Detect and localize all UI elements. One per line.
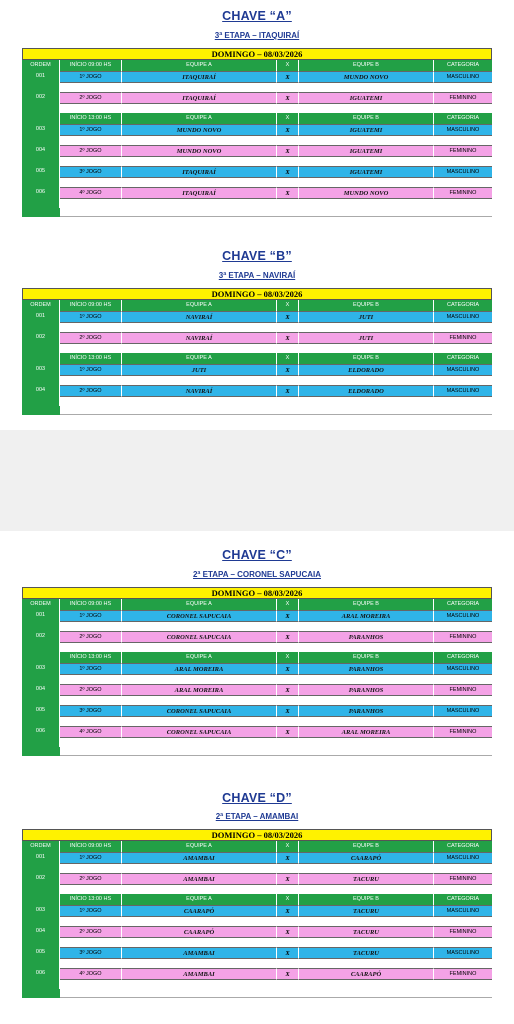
- col-equipe-a: EQUIPE A: [122, 894, 277, 905]
- team-b-cell: PARANHOS: [299, 705, 434, 717]
- col-equipe-a: EQUIPE A: [122, 353, 277, 364]
- col-equipe-a: EQUIPE A: [122, 60, 277, 71]
- ordem-cell: 003: [22, 124, 60, 145]
- table-row: [22, 166, 492, 187]
- team-b-cell: PARANHOS: [299, 684, 434, 696]
- team-a-cell: AMAMBAI: [122, 852, 277, 864]
- team-b-cell: TACURU: [299, 905, 434, 917]
- jogo-cell: 2º JOGO: [60, 145, 122, 157]
- ordem-cell: 004: [22, 385, 60, 406]
- team-b-cell: IGUATEMI: [299, 166, 434, 178]
- ordem-cell: 005: [22, 166, 60, 187]
- col-equipe-b: EQUIPE B: [299, 599, 434, 610]
- chave-c-title: CHAVE “C”: [222, 548, 292, 562]
- team-b-cell: PARANHOS: [299, 631, 434, 643]
- versus-cell: X: [277, 968, 299, 980]
- team-a-cell: CAARAPÓ: [122, 905, 277, 917]
- col-x: X: [277, 841, 299, 852]
- versus-cell: X: [277, 187, 299, 199]
- ordem-cell: 004: [22, 926, 60, 947]
- category-cell: MASCULINO: [434, 610, 492, 622]
- ordem-cell: 003: [22, 663, 60, 684]
- team-a-cell: JUTI: [122, 364, 277, 376]
- team-b-cell: IGUATEMI: [299, 145, 434, 157]
- versus-cell: X: [277, 684, 299, 696]
- team-a-cell: ARAL MOREIRA: [122, 663, 277, 675]
- jogo-cell: 2º JOGO: [60, 385, 122, 397]
- col-x: X: [277, 599, 299, 610]
- table-footer: [22, 747, 492, 756]
- team-b-cell: CAARAPÓ: [299, 852, 434, 864]
- table-header: [22, 841, 492, 852]
- col-equipe-b: EQUIPE B: [299, 652, 434, 663]
- col-ordem: [22, 652, 60, 663]
- jogo-cell: 1º JOGO: [60, 364, 122, 376]
- table-row: [22, 684, 492, 705]
- chave-a-etapa: 3ª ETAPA – ITAQUIRAÍ: [214, 31, 300, 40]
- team-a-cell: CORONEL SAPUCAIA: [122, 631, 277, 643]
- versus-cell: X: [277, 385, 299, 397]
- col-ordem: ORDEM: [22, 300, 60, 311]
- col-categoria: CATEGORIA: [434, 599, 492, 610]
- table-header: [22, 652, 492, 663]
- category-cell: FEMININO: [434, 92, 492, 104]
- category-cell: FEMININO: [434, 684, 492, 696]
- col-inicio: INÍCIO 13:00 HS: [60, 113, 122, 124]
- jogo-cell: 1º JOGO: [60, 663, 122, 675]
- table-header: [22, 60, 492, 71]
- ordem-cell: 002: [22, 873, 60, 894]
- versus-cell: X: [277, 873, 299, 885]
- team-b-cell: JUTI: [299, 332, 434, 344]
- col-inicio: INÍCIO 13:00 HS: [60, 894, 122, 905]
- versus-cell: X: [277, 124, 299, 136]
- col-categoria: CATEGORIA: [434, 353, 492, 364]
- versus-cell: X: [277, 145, 299, 157]
- team-a-cell: CAARAPÓ: [122, 926, 277, 938]
- versus-cell: X: [277, 364, 299, 376]
- col-categoria: CATEGORIA: [434, 652, 492, 663]
- category-cell: MASCULINO: [434, 663, 492, 675]
- table-row: [22, 610, 492, 631]
- chave-d-title: CHAVE “D”: [222, 791, 292, 805]
- team-b-cell: TACURU: [299, 947, 434, 959]
- table-header: [22, 894, 492, 905]
- jogo-cell: 4º JOGO: [60, 187, 122, 199]
- jogo-cell: 3º JOGO: [60, 705, 122, 717]
- team-b-cell: ARAL MOREIRA: [299, 726, 434, 738]
- team-a-cell: CORONEL SAPUCAIA: [122, 610, 277, 622]
- table-row: [22, 705, 492, 726]
- col-equipe-b: EQUIPE B: [299, 353, 434, 364]
- ordem-cell: 005: [22, 947, 60, 968]
- category-cell: MASCULINO: [434, 166, 492, 178]
- col-equipe-b: EQUIPE B: [299, 841, 434, 852]
- col-x: X: [277, 353, 299, 364]
- col-equipe-a: EQUIPE A: [122, 652, 277, 663]
- team-a-cell: MUNDO NOVO: [122, 124, 277, 136]
- ordem-cell: 001: [22, 610, 60, 631]
- chave-d-table: [22, 829, 492, 998]
- team-a-cell: CORONEL SAPUCAIA: [122, 726, 277, 738]
- col-equipe-a: EQUIPE A: [122, 841, 277, 852]
- versus-cell: X: [277, 332, 299, 344]
- category-cell: FEMININO: [434, 145, 492, 157]
- category-cell: MASCULINO: [434, 311, 492, 323]
- team-a-cell: ITAQUIRAÍ: [122, 71, 277, 83]
- jogo-cell: 2º JOGO: [60, 684, 122, 696]
- table-footer: [22, 208, 492, 217]
- table-row: [22, 124, 492, 145]
- col-categoria: CATEGORIA: [434, 841, 492, 852]
- jogo-cell: 2º JOGO: [60, 332, 122, 344]
- table-row: [22, 852, 492, 873]
- ordem-cell: 004: [22, 684, 60, 705]
- col-inicio: INÍCIO 09:00 HS: [60, 300, 122, 311]
- table-row: [22, 71, 492, 92]
- chave-d-etapa: 2ª ETAPA – AMAMBAI: [215, 812, 299, 821]
- versus-cell: X: [277, 663, 299, 675]
- versus-cell: X: [277, 905, 299, 917]
- ordem-cell: 005: [22, 705, 60, 726]
- col-equipe-b: EQUIPE B: [299, 60, 434, 71]
- versus-cell: X: [277, 705, 299, 717]
- jogo-cell: 1º JOGO: [60, 71, 122, 83]
- col-inicio: INÍCIO 09:00 HS: [60, 599, 122, 610]
- col-categoria: CATEGORIA: [434, 894, 492, 905]
- chave-a-table: [22, 48, 492, 217]
- ordem-cell: 001: [22, 311, 60, 332]
- versus-cell: X: [277, 726, 299, 738]
- chave-c-etapa: 2ª ETAPA – CORONEL SAPUCAIA: [192, 570, 321, 579]
- jogo-cell: 3º JOGO: [60, 166, 122, 178]
- table-row: [22, 187, 492, 208]
- table-header: [22, 599, 492, 610]
- ordem-cell: 003: [22, 364, 60, 385]
- jogo-cell: 1º JOGO: [60, 311, 122, 323]
- team-b-cell: TACURU: [299, 926, 434, 938]
- versus-cell: X: [277, 631, 299, 643]
- chave-a-date: DOMINGO – 08/03/2026: [22, 48, 492, 60]
- team-a-cell: AMAMBAI: [122, 947, 277, 959]
- category-cell: MASCULINO: [434, 364, 492, 376]
- jogo-cell: 1º JOGO: [60, 610, 122, 622]
- ordem-cell: 002: [22, 332, 60, 353]
- jogo-cell: 2º JOGO: [60, 631, 122, 643]
- jogo-cell: 2º JOGO: [60, 92, 122, 104]
- versus-cell: X: [277, 852, 299, 864]
- team-b-cell: IGUATEMI: [299, 124, 434, 136]
- team-a-cell: CORONEL SAPUCAIA: [122, 705, 277, 717]
- col-equipe-a: EQUIPE A: [122, 599, 277, 610]
- col-x: X: [277, 113, 299, 124]
- chave-c-date: DOMINGO – 08/03/2026: [22, 587, 492, 599]
- team-b-cell: ELDORADO: [299, 364, 434, 376]
- team-b-cell: CAARAPÓ: [299, 968, 434, 980]
- col-inicio: INÍCIO 09:00 HS: [60, 841, 122, 852]
- table-row: [22, 364, 492, 385]
- category-cell: FEMININO: [434, 631, 492, 643]
- col-x: X: [277, 300, 299, 311]
- team-a-cell: ITAQUIRAÍ: [122, 92, 277, 104]
- team-a-cell: ITAQUIRAÍ: [122, 187, 277, 199]
- team-a-cell: ITAQUIRAÍ: [122, 166, 277, 178]
- table-row: [22, 968, 492, 989]
- team-b-cell: ARAL MOREIRA: [299, 610, 434, 622]
- ordem-cell: 004: [22, 145, 60, 166]
- team-a-cell: ARAL MOREIRA: [122, 684, 277, 696]
- jogo-cell: 4º JOGO: [60, 968, 122, 980]
- team-b-cell: MUNDO NOVO: [299, 71, 434, 83]
- col-ordem: [22, 894, 60, 905]
- team-b-cell: PARANHOS: [299, 663, 434, 675]
- table-row: [22, 663, 492, 684]
- versus-cell: X: [277, 610, 299, 622]
- col-equipe-a: EQUIPE A: [122, 113, 277, 124]
- col-x: X: [277, 652, 299, 663]
- category-cell: MASCULINO: [434, 852, 492, 864]
- versus-cell: X: [277, 311, 299, 323]
- team-b-cell: MUNDO NOVO: [299, 187, 434, 199]
- team-a-cell: AMAMBAI: [122, 873, 277, 885]
- col-inicio: INÍCIO 09:00 HS: [60, 60, 122, 71]
- ordem-cell: 001: [22, 71, 60, 92]
- ordem-cell: 002: [22, 92, 60, 113]
- category-cell: FEMININO: [434, 187, 492, 199]
- col-categoria: CATEGORIA: [434, 113, 492, 124]
- jogo-cell: 2º JOGO: [60, 873, 122, 885]
- col-equipe-b: EQUIPE B: [299, 894, 434, 905]
- table-row: [22, 92, 492, 113]
- category-cell: MASCULINO: [434, 705, 492, 717]
- ordem-cell: 003: [22, 905, 60, 926]
- versus-cell: X: [277, 926, 299, 938]
- col-ordem: [22, 113, 60, 124]
- table-row: [22, 726, 492, 747]
- table-row: [22, 145, 492, 166]
- col-categoria: CATEGORIA: [434, 300, 492, 311]
- col-categoria: CATEGORIA: [434, 60, 492, 71]
- chave-c-table: [22, 587, 492, 756]
- table-footer: [22, 989, 492, 998]
- ordem-cell: 006: [22, 187, 60, 208]
- category-cell: MASCULINO: [434, 71, 492, 83]
- jogo-cell: 1º JOGO: [60, 124, 122, 136]
- col-equipe-b: EQUIPE B: [299, 300, 434, 311]
- col-ordem: ORDEM: [22, 599, 60, 610]
- category-cell: FEMININO: [434, 873, 492, 885]
- chave-a-title: CHAVE “A”: [222, 9, 292, 23]
- chave-b-date: DOMINGO – 08/03/2026: [22, 288, 492, 300]
- category-cell: MASCULINO: [434, 947, 492, 959]
- chave-b-etapa: 3ª ETAPA – NAVIRAÍ: [218, 271, 296, 280]
- ordem-cell: 006: [22, 726, 60, 747]
- table-footer: [22, 406, 492, 415]
- team-a-cell: MUNDO NOVO: [122, 145, 277, 157]
- jogo-cell: 1º JOGO: [60, 852, 122, 864]
- col-equipe-a: EQUIPE A: [122, 300, 277, 311]
- category-cell: FEMININO: [434, 926, 492, 938]
- table-row: [22, 947, 492, 968]
- ordem-cell: 002: [22, 631, 60, 652]
- category-cell: MASCULINO: [434, 124, 492, 136]
- col-x: X: [277, 60, 299, 71]
- versus-cell: X: [277, 166, 299, 178]
- ordem-cell: 001: [22, 852, 60, 873]
- table-header: [22, 353, 492, 364]
- chave-b-table: [22, 288, 492, 415]
- jogo-cell: 4º JOGO: [60, 726, 122, 738]
- table-header: [22, 113, 492, 124]
- team-a-cell: AMAMBAI: [122, 968, 277, 980]
- chave-b-title: CHAVE “B”: [222, 249, 292, 263]
- col-inicio: INÍCIO 13:00 HS: [60, 353, 122, 364]
- col-ordem: [22, 353, 60, 364]
- table-header: [22, 300, 492, 311]
- category-cell: FEMININO: [434, 968, 492, 980]
- table-row: [22, 926, 492, 947]
- team-a-cell: NAVIRAÍ: [122, 332, 277, 344]
- versus-cell: X: [277, 947, 299, 959]
- jogo-cell: 1º JOGO: [60, 905, 122, 917]
- col-ordem: ORDEM: [22, 841, 60, 852]
- table-row: [22, 631, 492, 652]
- team-b-cell: JUTI: [299, 311, 434, 323]
- table-row: [22, 311, 492, 332]
- category-cell: FEMININO: [434, 332, 492, 344]
- category-cell: FEMININO: [434, 726, 492, 738]
- jogo-cell: 3º JOGO: [60, 947, 122, 959]
- col-ordem: ORDEM: [22, 60, 60, 71]
- ordem-cell: 006: [22, 968, 60, 989]
- col-equipe-b: EQUIPE B: [299, 113, 434, 124]
- team-b-cell: ELDORADO: [299, 385, 434, 397]
- team-a-cell: NAVIRAÍ: [122, 311, 277, 323]
- category-cell: MASCULINO: [434, 385, 492, 397]
- jogo-cell: 2º JOGO: [60, 926, 122, 938]
- team-b-cell: TACURU: [299, 873, 434, 885]
- versus-cell: X: [277, 92, 299, 104]
- table-row: [22, 385, 492, 406]
- col-inicio: INÍCIO 13:00 HS: [60, 652, 122, 663]
- team-a-cell: NAVIRAÍ: [122, 385, 277, 397]
- table-row: [22, 332, 492, 353]
- chave-d-date: DOMINGO – 08/03/2026: [22, 829, 492, 841]
- table-row: [22, 905, 492, 926]
- col-x: X: [277, 894, 299, 905]
- category-cell: MASCULINO: [434, 905, 492, 917]
- team-b-cell: IGUATEMI: [299, 92, 434, 104]
- table-row: [22, 873, 492, 894]
- versus-cell: X: [277, 71, 299, 83]
